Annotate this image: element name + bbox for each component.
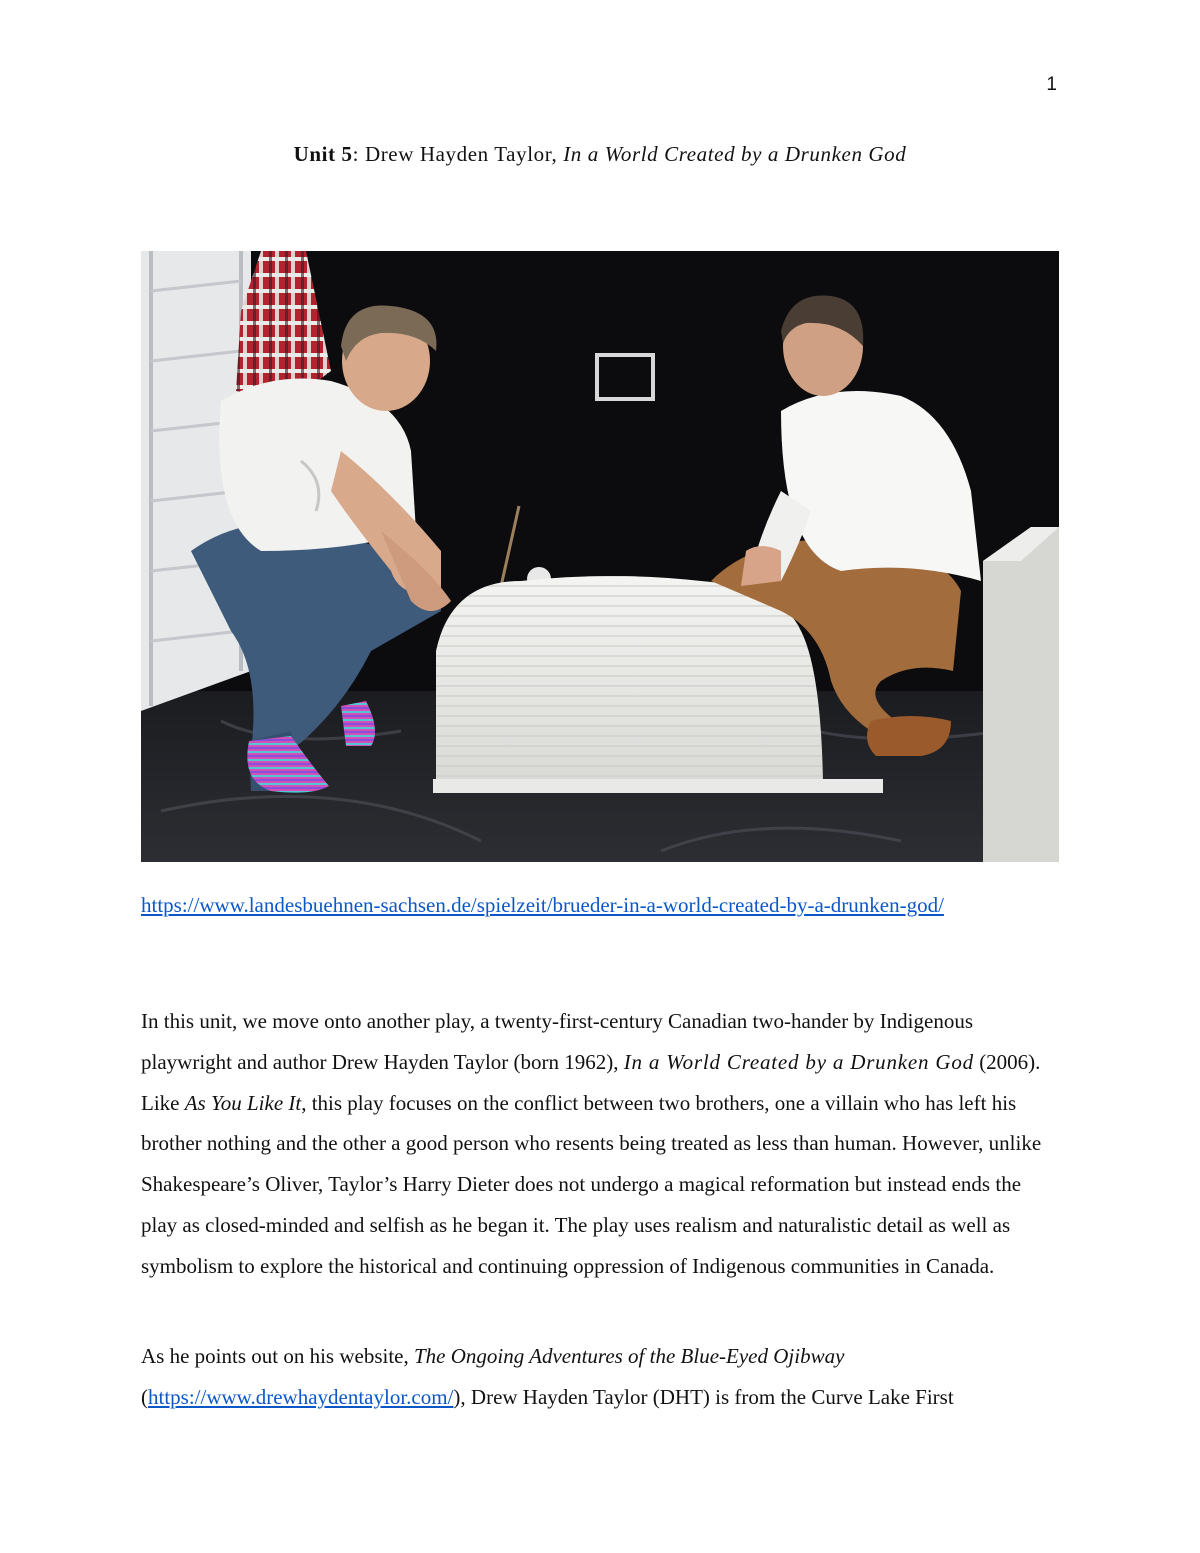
p1-text-a: In this unit, we move onto another play, a twenty-first-century Canadian two-hander by Indigenous playwright and author Drew Hayden Taylor (born 1962),: [141, 1009, 974, 1074]
page-number: 1: [1046, 74, 1057, 95]
title-author: Drew Hayden Taylor,: [364, 142, 564, 166]
page-title: [0, 142, 1200, 167]
p2-text-c: ), Drew Hayden Taylor (DHT) is from the Curve Lake First: [453, 1384, 954, 1409]
unit-label: Unit 5: [293, 142, 353, 166]
p1-work-title-2: As You Like It: [184, 1090, 302, 1115]
p2-text-a: As he points out on his website,: [141, 1344, 414, 1368]
paragraph-intro: [141, 1001, 1061, 1287]
author-website-link[interactable]: https://www.drewhaydentaylor.com/: [148, 1384, 454, 1409]
paragraph-website: [141, 1336, 1061, 1418]
p1-text-c: , this play focuses on the conflict between two brothers, one a villain who has left his brother nothing and the other a good person who resents being treated as less than human. However, unlike Shakespeare’s Oliver, Taylor’s Harry Dieter does not undergo a magical reformation but instead ends the play as closed-minded and selfish as he began it. The play uses realism and naturalistic detail as well as symbolism to explore the historical and continuing oppression of Indigenous communities in Canada.: [141, 1090, 1042, 1278]
p2-website-title: The Ongoing Adventures of the Blue-Eyed Ojibway: [414, 1344, 845, 1368]
stage-photo-illustration: [141, 251, 1059, 862]
title-work: In a World Created by a Drunken God: [563, 142, 907, 166]
photo-source-link[interactable]: https://www.landesbuehnen-sachsen.de/spielzeit/brueder-in-a-world-created-by-a-drunken-god/: [141, 893, 944, 917]
p1-text-b: (2006). Like: [141, 1049, 1041, 1115]
stage-photo: [141, 251, 1059, 862]
p2-text-b: (: [141, 1384, 148, 1409]
title-separator: :: [352, 142, 365, 166]
p1-work-title: In a World Created by a Drunken God: [623, 1049, 974, 1074]
